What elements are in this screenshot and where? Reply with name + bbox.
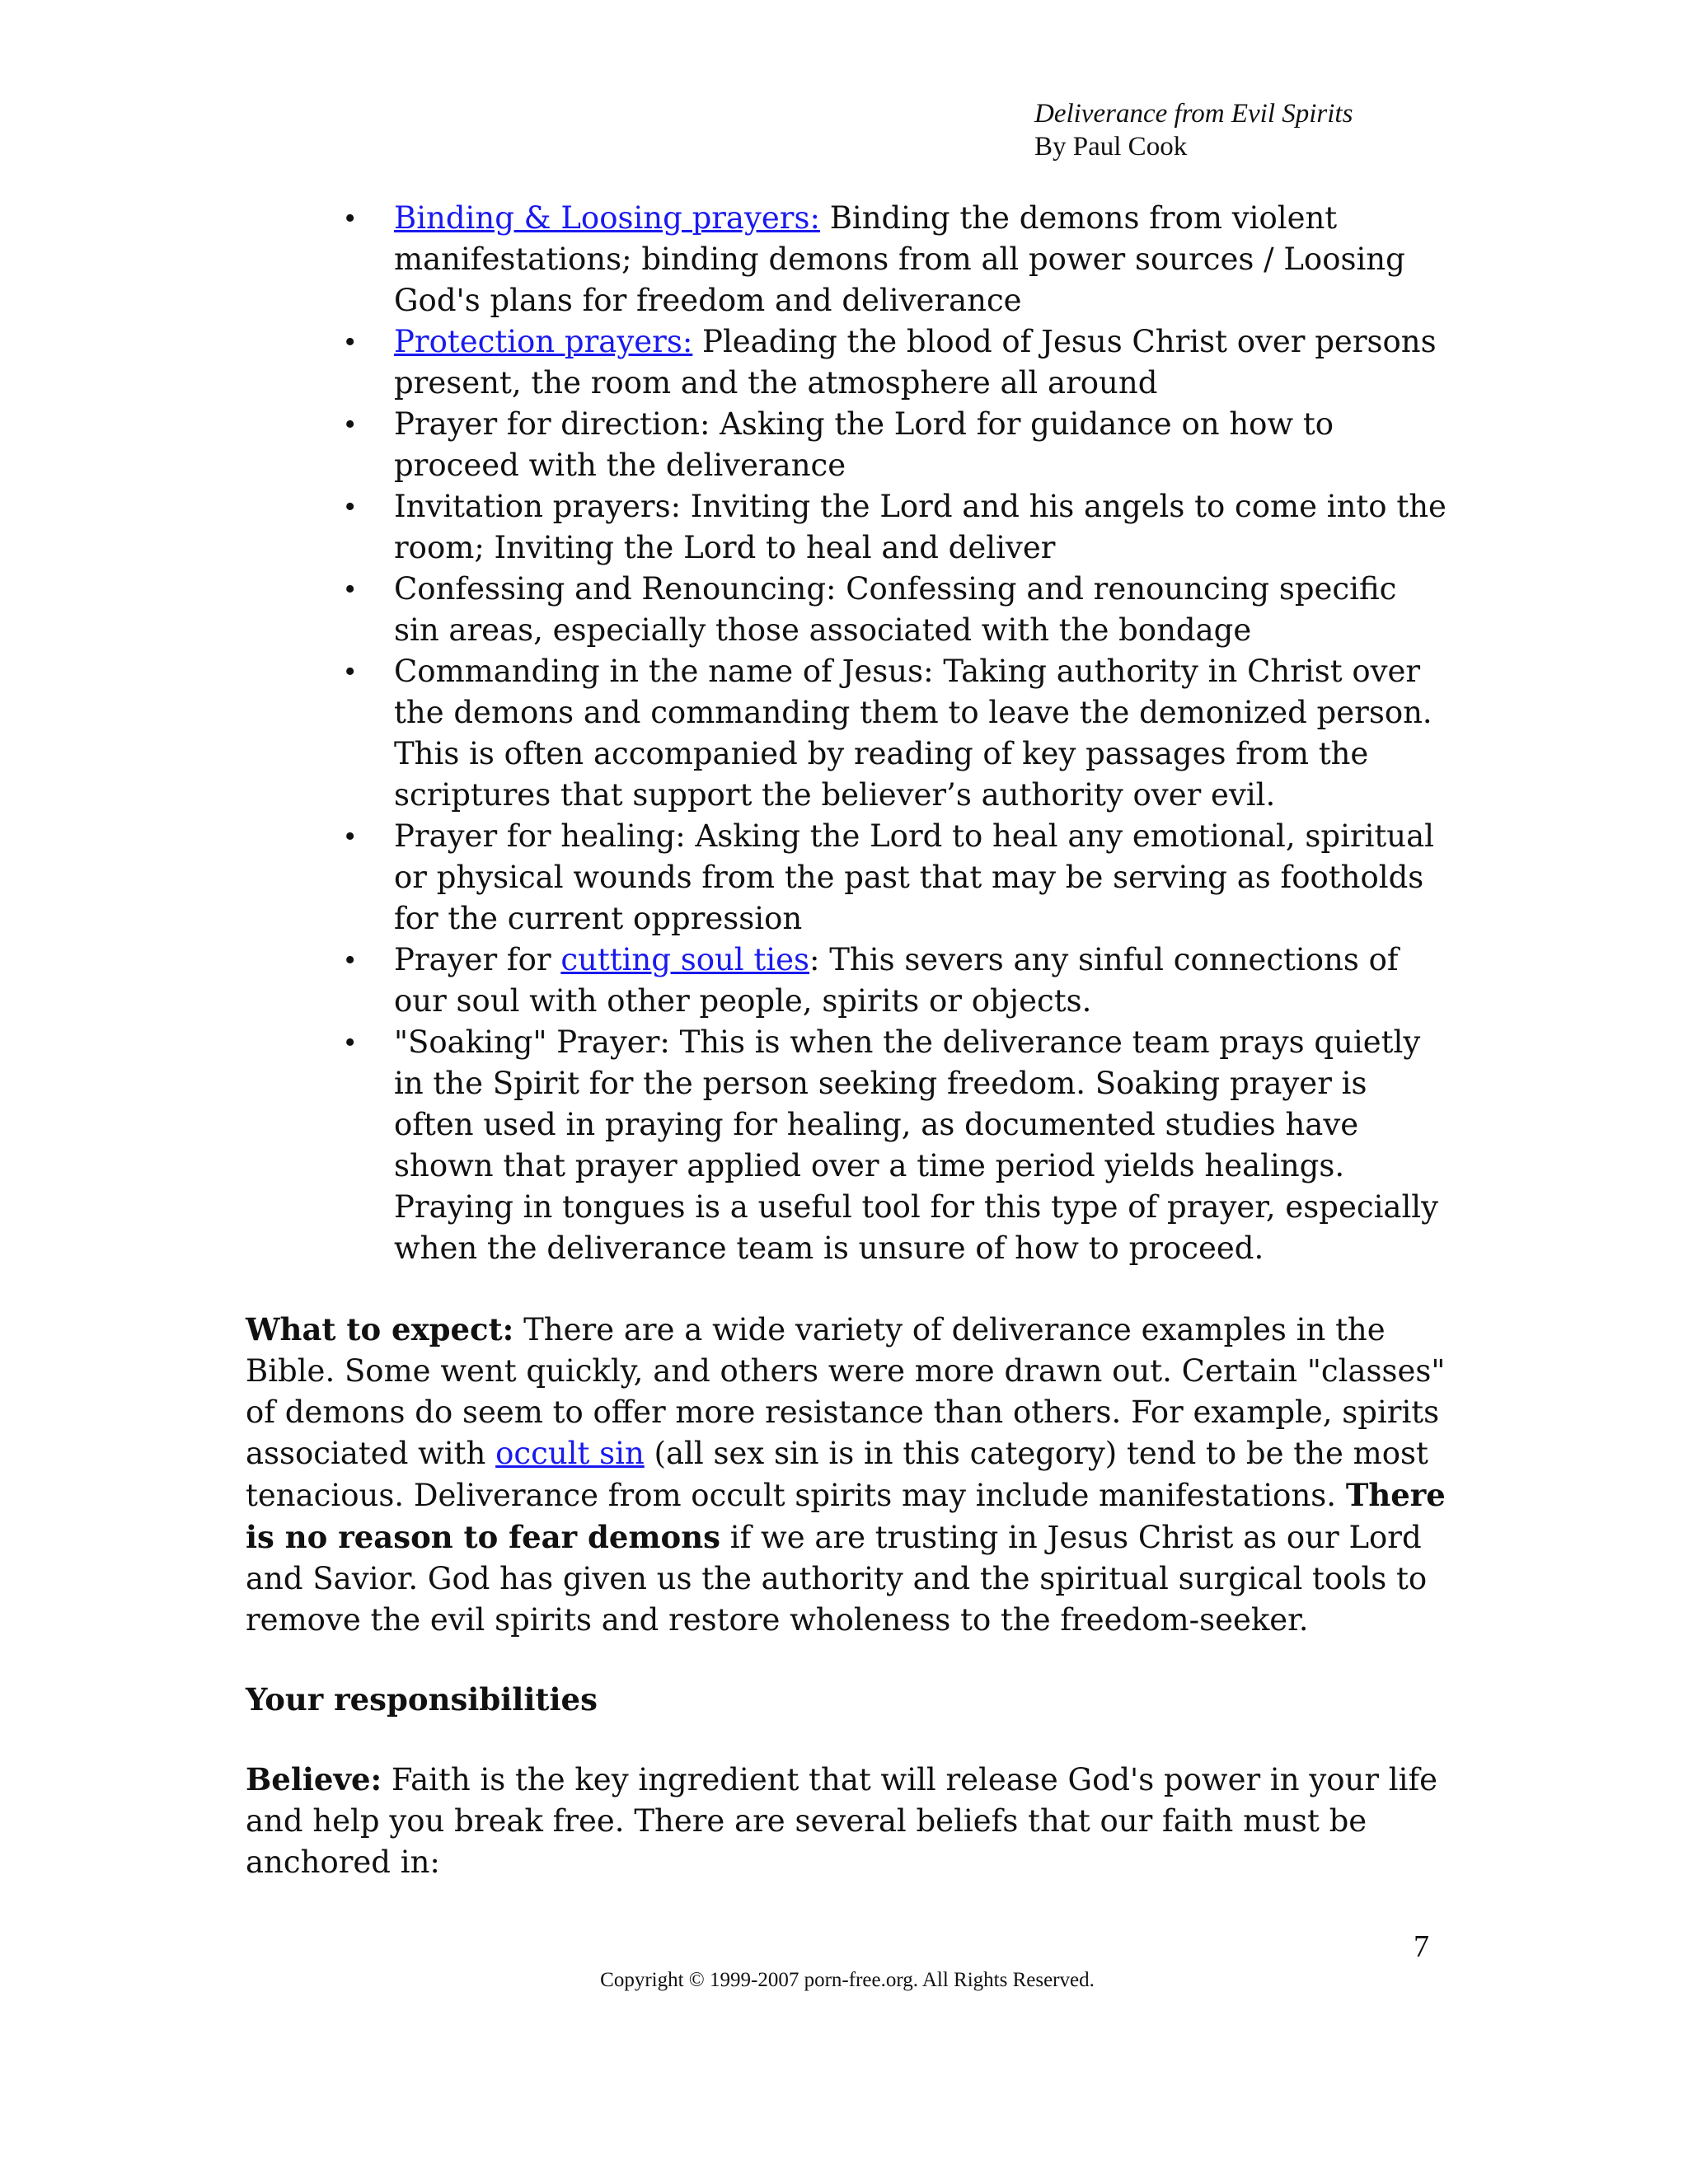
page-number: 7 bbox=[1414, 1929, 1429, 1964]
binding-loosing-prayers-link[interactable]: Binding & Loosing prayers: bbox=[394, 200, 820, 236]
document-title: Deliverance from Evil Spirits bbox=[1034, 99, 1353, 129]
list-item-text: Invitation prayers: Inviting the Lord and his angels to come into the room; Inviting the Lord to heal and deliver bbox=[394, 489, 1447, 565]
your-responsibilities-heading: Your responsibilities bbox=[246, 1681, 598, 1718]
list-item-text: : This severs any sinful connections of our soul with other people, spirits or objects. bbox=[394, 942, 1399, 1019]
list-item-text: Commanding in the name of Jesus: Taking authority in Christ over the demons and commanding them to leave the demonized person. This is often accompanied by reading of key passages from the scriptures that support the believer’s authority over evil. bbox=[394, 654, 1432, 813]
list-item bbox=[246, 816, 1449, 940]
prayer-types-list bbox=[246, 198, 1449, 1269]
list-item-text: Confessing and Renouncing: Confessing and renouncing specific sin areas, especially those associated with the bondage bbox=[394, 571, 1397, 648]
what-to-expect-paragraph: What to expect: There are a wide variety of deliverance examples in the Bible. Some went quickly, and others were more drawn out. Certain "classes" of demons do seem to offer more resistance than others. For example, spirits associated with occult sin (all sex sin is in this category) tend to be the most tenacious. Deliverance from occult spirits may include manifestations. There is no reason to fear demons if we are trusting in Jesus Christ as our Lord and Savior. God has given us the authority and the spiritual surgical tools to remove the evil spirits and restore wholeness to the freedom-seeker. bbox=[246, 1311, 1446, 1638]
list-item bbox=[246, 321, 1449, 404]
protection-prayers-link[interactable]: Protection prayers: bbox=[394, 324, 693, 359]
list-item bbox=[246, 1022, 1449, 1269]
list-item-text: Pleading the blood of Jesus Christ over persons present, the room and the atmosphere all around bbox=[394, 324, 1437, 401]
what-to-expect-heading: What to expect: bbox=[246, 1311, 514, 1347]
believe-paragraph: Believe: Faith is the key ingredient that will release God's power in your life and help you break free. There are several beliefs that our faith must be anchored in: bbox=[246, 1761, 1438, 1880]
section-heading bbox=[246, 1679, 1449, 1721]
list-item-text: Binding the demons from violent manifestations; binding demons from all power sources / Loosing God's plans for freedom and deliverance bbox=[394, 200, 1405, 318]
no-fear-emphasis: There is no reason to fear demons bbox=[246, 1477, 1446, 1555]
list-item-text: "Soaking" Prayer: This is when the deliverance team prays quietly in the Spirit for the person seeking freedom. Soaking prayer is often used in praying for healing, as documented studies have shown that prayer applied over a time period yields healings. Praying in tongues is a useful tool for this type of prayer, especially when the deliverance team is unsure of how to proceed. bbox=[394, 1024, 1439, 1266]
list-item-text: Prayer for direction: Asking the Lord for guidance on how to proceed with the deliverance bbox=[394, 406, 1334, 483]
list-item bbox=[246, 404, 1449, 486]
cutting-soul-ties-link[interactable]: cutting soul ties bbox=[560, 942, 809, 977]
list-item bbox=[246, 198, 1449, 321]
page-content bbox=[246, 198, 1449, 1883]
list-item-prefix: Prayer for bbox=[394, 942, 561, 977]
list-item bbox=[246, 651, 1449, 816]
copyright-footer: Copyright © 1999-2007 porn-free.org. All Rights Reserved. bbox=[600, 1969, 1095, 1991]
believe-heading: Believe: bbox=[246, 1761, 382, 1797]
document-author: By Paul Cook bbox=[1034, 132, 1188, 162]
list-item bbox=[246, 940, 1449, 1022]
list-item-text: Prayer for healing: Asking the Lord to heal any emotional, spiritual or physical wounds from the past that may be serving as footholds for the current oppression bbox=[394, 818, 1435, 936]
list-item bbox=[246, 486, 1449, 569]
list-item bbox=[246, 569, 1449, 651]
occult-sin-link[interactable]: occult sin bbox=[495, 1436, 645, 1471]
page-header bbox=[1034, 97, 1353, 163]
